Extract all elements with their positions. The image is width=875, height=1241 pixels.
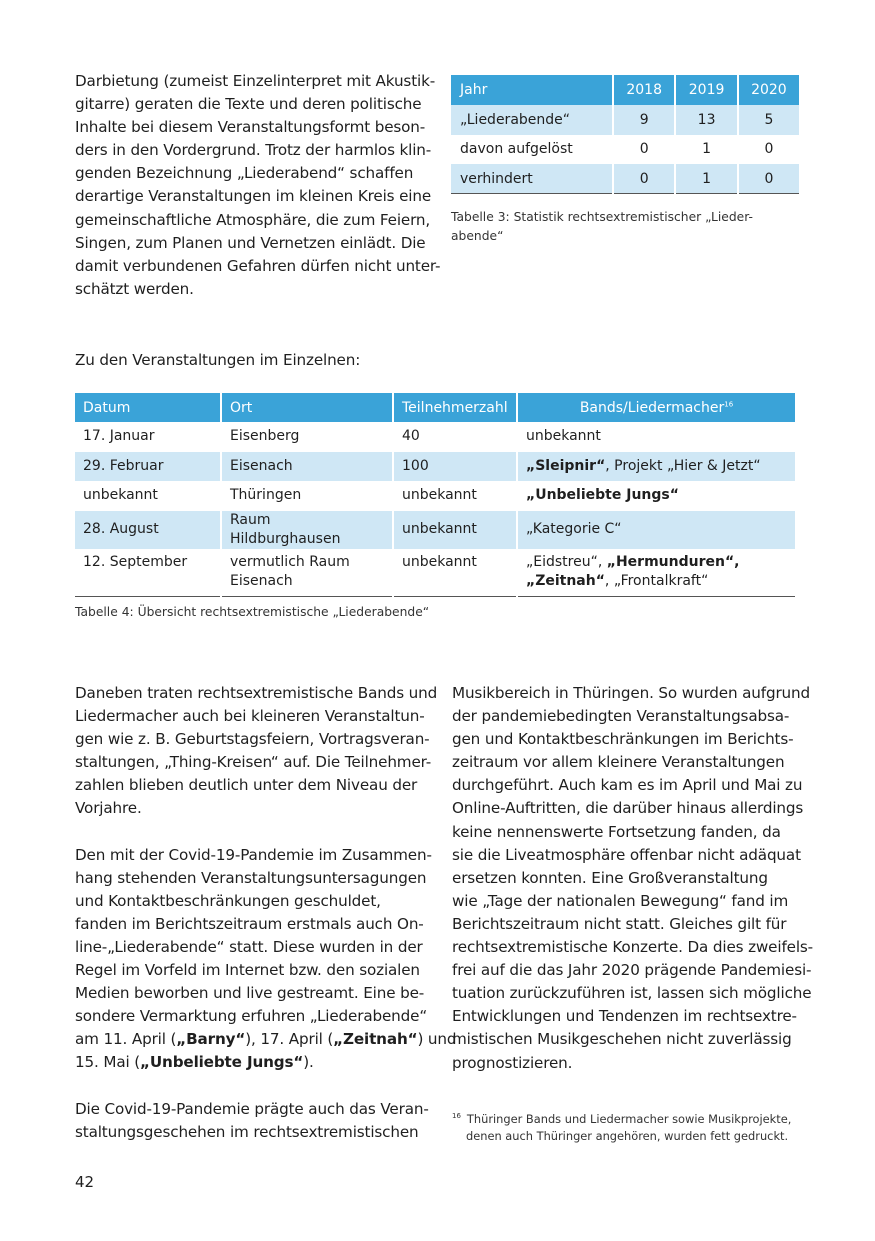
table-row [451, 105, 799, 135]
text-line [75, 1028, 456, 1051]
text-line: schätzt werden. [75, 279, 194, 298]
text-fragment: 15. Mai ( [75, 1053, 141, 1072]
table-cell: 0 [764, 141, 774, 158]
caption-line: abende“ [451, 229, 504, 243]
band-name-bold: „Unbeliebte Jungs“ [526, 487, 679, 504]
footnote-text: Thüringer Bands und Liedermacher sowie Musikprojekte, [466, 1111, 792, 1126]
text-line: Entwicklungen und Tendenzen im rechtsextre- [452, 1007, 797, 1026]
cell-line: vermutlich Raum [230, 553, 350, 570]
cell-line [526, 553, 787, 572]
text-line: Die Covid-19-Pandemie prägte auch das Veran- [75, 1099, 429, 1118]
table-header-row [75, 393, 795, 422]
table-cell: 13 [675, 105, 737, 135]
cell-line: Eisenach [230, 572, 293, 589]
text-line: prognostizieren. [452, 1053, 573, 1072]
text-line: staltungsgeschehen im rechtsextremistischen [75, 1122, 419, 1141]
table-cell: 40 [393, 422, 517, 452]
text-line: gemeinschaftliche Atmosphäre, die zum Feiern, [75, 210, 431, 229]
footnote [452, 1108, 791, 1146]
table-row [451, 164, 799, 194]
text-fragment: ) und [417, 1030, 457, 1049]
text-line: frei auf die das Jahr 2020 prägende Pandemiesi- [452, 961, 812, 980]
table-cell: „Kategorie C“ [517, 511, 795, 549]
events-table [75, 393, 795, 597]
text-line: Darbietung (zumeist Einzelinterpret mit Akustik- [75, 72, 436, 90]
table-cell: Raum Hildburghausen [221, 511, 393, 549]
table-row [451, 135, 799, 165]
table-cell [517, 452, 795, 482]
footnote-marker: 16 [452, 1112, 461, 1120]
text-fragment: ), 17. April ( [245, 1030, 334, 1049]
table-cell: 100 [393, 452, 517, 482]
text-fragment: am 11. April ( [75, 1030, 177, 1049]
table-cell: 29. Februar [75, 452, 221, 482]
paragraph [75, 682, 456, 821]
text-line: ders in den Vordergrund. Trotz der harmlos klin- [75, 141, 432, 160]
text-fragment: ). [303, 1053, 314, 1072]
table-header-row [451, 75, 799, 105]
column-header: Teilnehmerzahl [393, 393, 517, 422]
text-line: fanden im Berichtszeitraum erstmals auch On- [75, 914, 424, 933]
table-cell: 9 [613, 105, 675, 135]
text-line: Vorjahre. [75, 799, 142, 818]
text-line: Berichtszeitraum nicht statt. Gleiches gilt für [452, 914, 787, 933]
band-name: , Projekt „Hier & Jetzt“ [605, 457, 761, 474]
footnote-line [452, 1108, 791, 1128]
text-line: gen und Kontaktbeschränkungen im Berichts- [452, 730, 794, 749]
band-name-bold: „Sleipnir“ [526, 457, 606, 474]
table-cell: unbekannt [526, 428, 601, 445]
table-cell: 5 [738, 105, 799, 135]
column-header-label: Bands/Liedermacher [579, 399, 725, 416]
table-row [75, 481, 795, 511]
text-line: keine nennenswerte Fortsetzung fanden, da [452, 822, 781, 841]
column-header: 2020 [738, 75, 799, 105]
table-cell: 17. Januar [75, 422, 221, 452]
right-column [452, 682, 813, 1075]
band-name-bold: „Hermunduren“, [606, 553, 740, 570]
cell-line [526, 572, 787, 591]
text-line: durchgeführt. Auch kam es im April und Mai zu [452, 776, 803, 795]
column-header: Jahr [451, 75, 613, 105]
table-cell: unbekannt [393, 511, 517, 549]
text-line: wie „Tage der nationalen Bewegung“ fand im [452, 891, 789, 910]
text-line: gen wie z. B. Geburtstagsfeiern, Vortragsveran- [75, 730, 430, 749]
footnote-line: denen auch Thüringer angehören, wurden fett gedruckt. [466, 1129, 789, 1144]
text-line: hang stehenden Veranstaltungsuntersagungen [75, 868, 427, 887]
table-cell: davon aufgelöst [451, 135, 613, 165]
table-cell: 1 [675, 164, 737, 194]
text-line: Online-Auftritten, die darüber hinaus allerdings [452, 799, 804, 818]
text-line: Den mit der Covid-19-Pandemie im Zusammen- [75, 845, 432, 864]
text-line: sie die Liveatmosphäre offenbar nicht adäquat [452, 845, 801, 864]
table-cell [517, 481, 795, 511]
text-line: und Kontaktbeschränkungen geschuldet, [75, 891, 381, 910]
text-line: staltungen, „Thing-Kreisen“ auf. Die Teilnehmer- [75, 753, 432, 772]
text-line: Liedermacher auch bei kleineren Veranstaltun- [75, 707, 425, 726]
table-row [75, 549, 795, 597]
table-cell: unbekannt [75, 481, 221, 511]
table-cell [517, 549, 795, 597]
table-cell: 0 [738, 164, 799, 194]
text-line: Daneben traten rechtsextremistische Bands und [75, 684, 438, 702]
text-line: rechtsextremistische Konzerte. Da dies zweifels- [452, 938, 813, 957]
statistics-table [451, 75, 799, 194]
table-cell: 1 [675, 135, 737, 165]
column-header: 2019 [675, 75, 737, 105]
band-name-bold: „Unbeliebte Jungs“ [140, 1053, 304, 1072]
text-line: Medien beworben und live gestreamt. Eine be- [75, 984, 425, 1003]
text-line: genden Bezeichnung „Liederabend“ schaffen [75, 164, 414, 183]
table-cell: 0 [613, 135, 675, 165]
intro-paragraph [75, 70, 440, 301]
text-line: zeitraum vor allem kleinere Veranstaltungen [452, 753, 785, 772]
column-header [517, 393, 795, 422]
text-line: line-„Liederabende“ statt. Diese wurden in der [75, 937, 423, 956]
text-line [75, 1051, 456, 1074]
table-cell: unbekannt [393, 481, 517, 511]
table-3-caption [451, 208, 753, 246]
paragraph [75, 1098, 456, 1144]
text-line: sondere Vermarktung erfuhren „Liederabende“ [75, 1007, 428, 1026]
column-header: 2018 [613, 75, 675, 105]
paragraph [75, 844, 456, 1075]
caption-line: Tabelle 3: Statistik rechtsextremistischer „Lieder- [451, 210, 753, 224]
text-line: gitarre) geraten die Texte und deren politische [75, 95, 422, 114]
text-line: zahlen blieben deutlich unter dem Niveau der [75, 776, 418, 795]
text-line: tuation zurückzuführen ist, lassen sich mögliche [452, 984, 812, 1003]
events-intro: Zu den Veranstaltungen im Einzelnen: [75, 351, 361, 369]
band-name: , „Frontalkraft“ [604, 572, 709, 589]
page-number: 42 [75, 1173, 95, 1191]
table-cell: unbekannt [393, 549, 517, 597]
text-line: mistischen Musikgeschehen nicht zuverlässig [452, 1030, 792, 1049]
text-line: der pandemiebedingten Veranstaltungsabsa- [452, 707, 790, 726]
text-line: Regel im Vorfeld im Internet bzw. den sozialen [75, 961, 420, 980]
table-cell: verhindert [451, 164, 613, 194]
table-cell: Eisenach [221, 452, 393, 482]
band-name-bold: „Barny“ [176, 1030, 246, 1049]
band-name: „Eidstreu“, [526, 553, 607, 570]
table-4-caption: Tabelle 4: Übersicht rechtsextremistische „Liederabende“ [75, 605, 430, 619]
text-line: Singen, zum Planen und Vernetzen einlädt. Die [75, 233, 426, 252]
table-row [75, 511, 795, 549]
column-header: Datum [75, 393, 221, 422]
table-cell: 0 [613, 164, 675, 194]
band-name-bold: „Zeitnah“ [526, 572, 605, 589]
left-column [75, 682, 456, 1144]
table-cell [221, 549, 393, 597]
text-line: derartige Veranstaltungen im kleinen Kreis eine [75, 187, 432, 206]
text-line: Musikbereich in Thüringen. So wurden aufgrund [452, 684, 811, 702]
table-cell: 12. September [75, 549, 221, 597]
table-cell: 28. August [75, 511, 221, 549]
table-cell: „Liederabende“ [451, 105, 613, 135]
table-cell: Eisenberg [221, 422, 393, 452]
table-row [75, 422, 795, 452]
text-line: Inhalte bei diesem Veranstaltungsformt beson- [75, 118, 426, 137]
text-line: ersetzen konnten. Eine Großveranstaltung [452, 868, 768, 887]
band-name-bold: „Zeitnah“ [333, 1030, 418, 1049]
footnote-marker: 16 [724, 399, 734, 408]
column-header: Ort [221, 393, 393, 422]
text-line: damit verbundenen Gefahren dürfen nicht unter- [75, 256, 441, 275]
table-cell: Thüringen [221, 481, 393, 511]
table-row [75, 452, 795, 482]
